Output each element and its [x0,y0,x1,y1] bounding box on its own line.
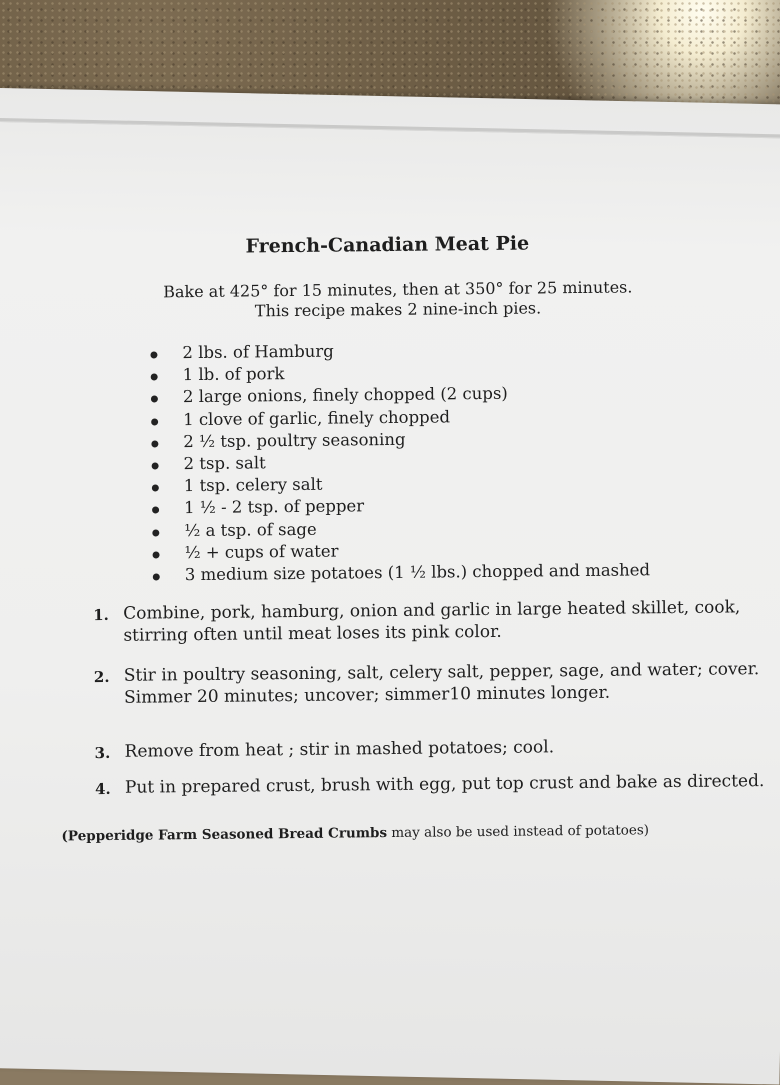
ingredient-item: 1 lb. of pork [139,359,649,387]
bullet-icon [152,529,159,536]
substitution-note: (Pepperidge Farm Seasoned Bread Crumbs may also be used instead of potatoes) [61,822,650,845]
step-text: Combine, pork, hamburg, onion and garlic in large heated skillet, cook, stirring often until meat loses its pink color. [123,597,741,646]
ingredient-list [138,337,650,586]
step-number: 2. [93,667,110,687]
step-text: Put in prepared crust, brush with egg, put top crust and bake as directed. [124,771,765,798]
ingredient-item: 2 large onions, finely chopped (2 cups) [139,382,649,410]
bullet-icon [151,374,158,381]
bullet-icon [152,485,159,492]
ingredient-item: 2 lbs. of Hamburg [138,337,648,365]
bullet-icon [151,440,158,447]
ingredient-item: 2 tsp. salt [139,448,649,476]
baking-instructions: Bake at 425° for 15 minutes, then at 350° for 25 minutes. [163,277,633,302]
step-number: 3. [94,743,111,763]
bullet-icon [152,462,159,469]
step-number: 1. [93,605,109,625]
bullet-icon [153,573,160,580]
ingredient-item: 3 medium size potatoes (1 ½ lbs.) chopped and mashed [141,559,651,587]
bullet-icon [153,551,160,558]
bullet-icon [151,418,158,425]
ingredient-item: 1 ½ - 2 tsp. of pepper [140,493,650,521]
bullet-icon [151,396,158,403]
step-text: Remove from heat ; stir in mashed potatoes; cool. [124,737,555,762]
ingredient-item: ½ a tsp. of sage [140,515,650,543]
bullet-icon [150,351,157,358]
recipe-title: French-Canadian Meat Pie [245,232,530,258]
ingredient-item: 1 clove of garlic, finely chopped [139,404,649,432]
bullet-icon [152,507,159,514]
step-number: 4. [94,779,111,799]
step-text: Stir in poultry seasoning, salt, celery salt, pepper, sage, and water; cover. Simmer 20 minutes; uncover; simmer10 minutes longer. [123,659,760,708]
yield-note: This recipe makes 2 nine-inch pies. [254,298,542,321]
ingredient-item: 1 tsp. celery salt [140,470,650,498]
ingredient-item: ½ + cups of water [140,537,650,565]
ingredient-item: 2 ½ tsp. poultry seasoning [139,426,649,454]
